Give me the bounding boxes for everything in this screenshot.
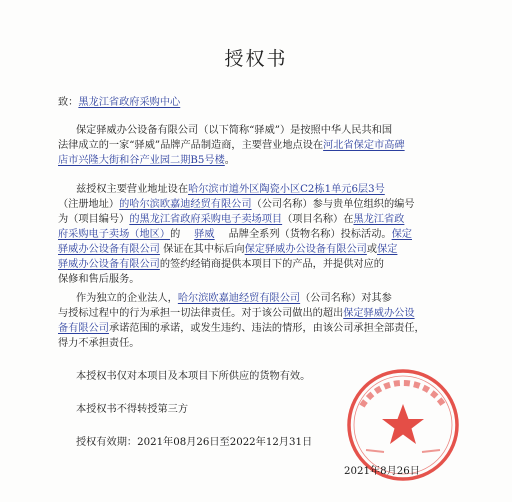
p2-l5-text-b: 或 — [366, 244, 378, 255]
validity-line — [76, 436, 312, 449]
paragraph-2-line-5 — [58, 243, 397, 256]
p2-l3-text-a: 为（项目编号） — [58, 214, 130, 225]
p3-l1-text-a: 作为独立的企业法人， — [76, 293, 178, 304]
p2-l3-region: 黑龙江省政 — [353, 214, 405, 225]
p2-l4-company-start: 保定 — [391, 229, 412, 240]
p2-l4-text-b: 品牌全系列（货物名称）投标活动。 — [228, 229, 392, 240]
p2-l4-text-a: 的 — [170, 229, 181, 240]
paragraph-2-line-7: 保修和售后服务。 — [58, 274, 140, 285]
p2-l2-company: 的哈尔滨欧嘉迪经贸有限公司 — [119, 199, 252, 210]
paragraph-2-line-1 — [76, 183, 385, 196]
p2-l4-brand: 驿威 — [194, 229, 215, 240]
paragraph-2-line-4 — [58, 228, 412, 241]
p2-l4-region: 府采购电子卖场（地区） — [58, 229, 171, 240]
paragraph-3-line-2 — [58, 307, 415, 320]
p2-l2-text-a: （注册地址） — [58, 199, 120, 210]
p1-l3-address: 店市兴隆大街和谷产业园二期B5号楼 — [58, 155, 225, 166]
document-title: 授权书 — [224, 48, 288, 70]
validity-value: 2021年08月26日至2022年12月31日 — [137, 437, 313, 448]
p3-l3-company-end: 备有限公司 — [58, 323, 109, 334]
p2-l2-text-b: （公司名称）参与贵单位组织的编号 — [251, 199, 415, 210]
paragraph-3-line-3 — [58, 322, 425, 335]
p2-l3-text-b: （项目名称）在 — [282, 214, 354, 225]
paragraph-1-line-1: 保定驿威办公设备有限公司（以下简称“驿威”）是按照中华人民共和国 — [76, 125, 393, 136]
p2-l1-text: 兹授权主要营业地址设在 — [76, 184, 189, 195]
p3-l2-text: 与授标过程中的行为承担一切法律责任。对于该公司做出的超出 — [58, 308, 344, 319]
p3-l2-company-start: 保定驿威办公设 — [343, 308, 415, 319]
addressee-prefix: 致： — [58, 97, 79, 108]
p3-l1-company: 哈尔滨欧嘉迪经贸有限公司 — [177, 293, 301, 304]
p2-l1-address: 哈尔滨市道外区陶瓷小区C2栋1单元6层3号 — [188, 184, 385, 195]
paragraph-2-line-2 — [58, 198, 415, 211]
p2-l5-company-end: 驿威办公设备有限公司 — [58, 244, 160, 255]
paragraph-5: 本授权书不得转授第三方 — [76, 404, 189, 415]
paragraph-4: 本授权书仅对本项目及本项目下所供应的货物有效。 — [76, 371, 311, 382]
p2-l5-text-a: 保证在其中标后向 — [163, 244, 245, 255]
p1-l3-text: 。 — [224, 155, 235, 166]
p2-l6-company-end: 驿威办公设备有限公司 — [58, 259, 160, 270]
validity-label: 授权有效期： — [76, 437, 138, 448]
p3-l1-text-b: （公司名称）对其参 — [300, 293, 392, 304]
p2-l5-company-start: 保定 — [377, 244, 398, 255]
p1-l2-text: 法律成立的一家“驿威”品牌产品制造商，主要营业地点设在 — [58, 140, 324, 151]
p3-l3-text: 承诺范围的承诺，或发生违约、违法的情形，由该公司承担全部责任， — [108, 323, 425, 334]
seal-date: 2021年8月26日 — [344, 466, 420, 477]
p2-l5-company: 保定驿威办公设备有限公司 — [244, 244, 367, 255]
paragraph-1-line-2 — [58, 139, 405, 152]
p2-l6-text: 的签约经销商提供本项目下的产品，并提供对应的 — [159, 259, 384, 270]
p1-l2-address: 河北省保定市高碑 — [323, 140, 405, 151]
paragraph-3-line-4: 得力不承担责任。 — [58, 338, 140, 349]
addressee-name: 黑龙江省政府采购中心 — [78, 97, 181, 108]
paragraph-3-line-1 — [76, 292, 392, 305]
p2-l3-project: 的黑龙江省政府采购电子卖场项目 — [129, 214, 283, 225]
addressee-line — [58, 96, 180, 109]
paragraph-2-line-3 — [58, 213, 404, 226]
paragraph-2-line-6 — [58, 258, 384, 271]
paragraph-1-line-3 — [58, 154, 235, 167]
